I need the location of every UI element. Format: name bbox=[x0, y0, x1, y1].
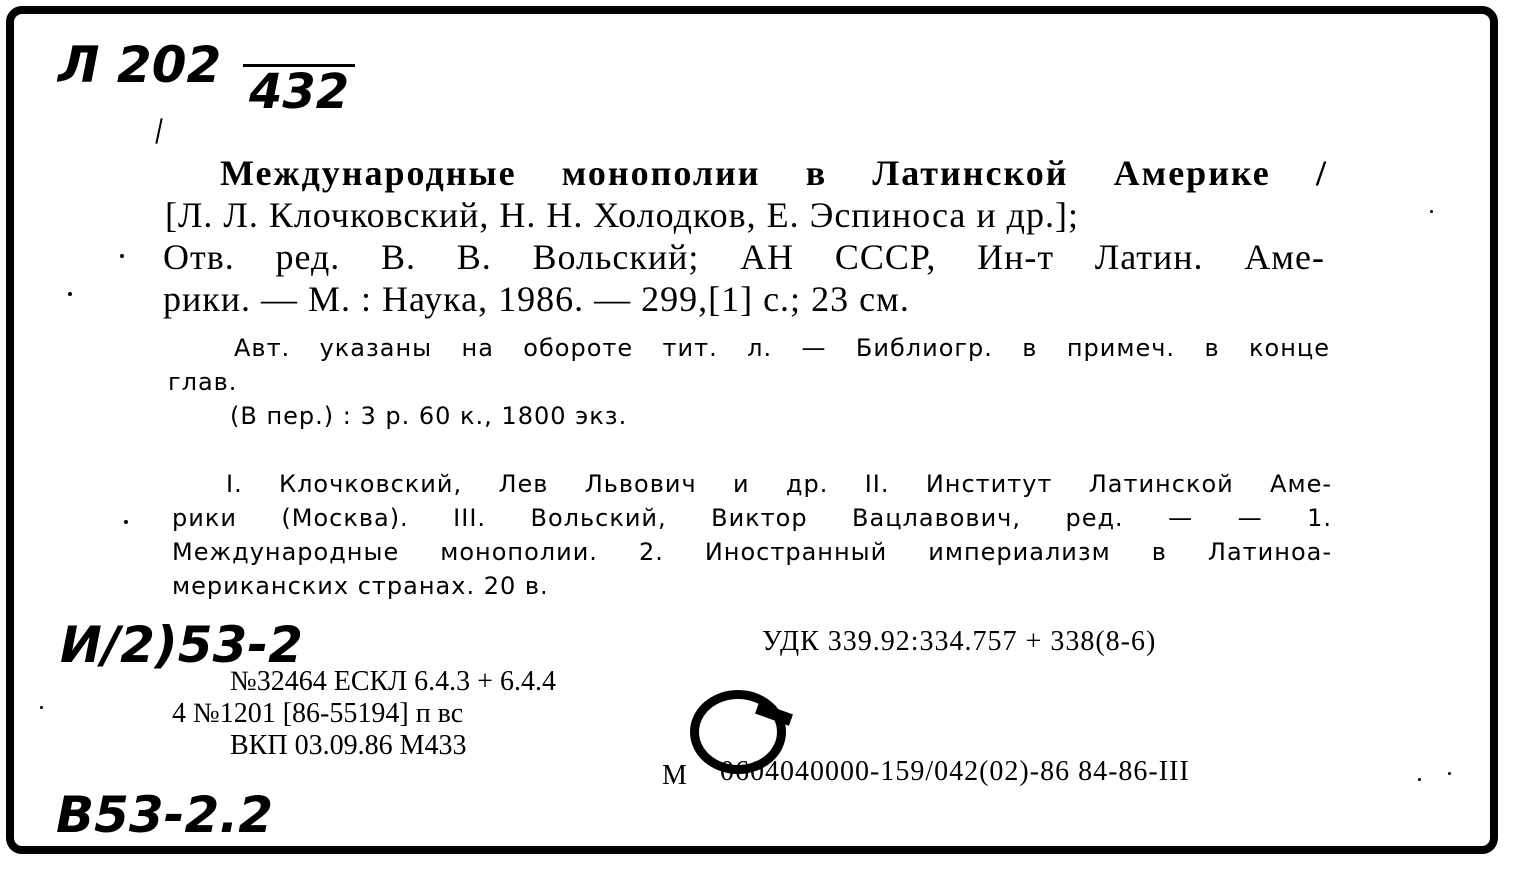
scan-speck bbox=[120, 254, 124, 258]
tracings-line-3: Международные монополии. 2. Иностранный империализм в Латиноа- bbox=[172, 538, 1332, 566]
tracings-line-4: мериканских странах. 20 в. bbox=[172, 572, 549, 600]
handwritten-fraction: 432 bbox=[243, 64, 355, 117]
code-prefix: М bbox=[662, 760, 687, 791]
handwritten-shelfmark: Л 202 bbox=[58, 36, 222, 94]
scan-speck bbox=[124, 520, 128, 524]
handwritten-classification: И/2)53-2 bbox=[60, 616, 303, 674]
catalog-line-1: №32464 ЕСКЛ 6.4.3 + 6.4.4 bbox=[230, 666, 556, 697]
authors-line: [Л. Л. Клочковский, Н. Н. Холодков, Е. Эспиноса и др.]; bbox=[165, 195, 1079, 235]
udk-code: УДК 339.92:334.757 + 338(8-6) bbox=[762, 626, 1157, 657]
catalog-line-2: 4 №1201 [86-55194] п вс bbox=[172, 698, 464, 729]
scan-speck bbox=[1448, 772, 1451, 775]
publisher-code: 0604040000-159/042(02)-86 84-86-III bbox=[720, 756, 1190, 787]
tracings-line-2: рики (Москва). III. Вольский, Виктор Вацлавович, ред. — — 1. bbox=[172, 504, 1332, 532]
tracings-line-1: I. Клочковский, Лев Львович и др. II. Институт Латинской Аме- bbox=[226, 470, 1332, 498]
price-line: (В пер.) : 3 р. 60 к., 1800 экз. bbox=[230, 402, 628, 430]
scan-speck bbox=[1430, 210, 1433, 213]
scan-speck bbox=[40, 706, 43, 709]
note-line-1: Авт. указаны на обороте тит. л. — Библиогр. в примеч. в конце bbox=[234, 334, 1330, 362]
handwritten-index: В53-2.2 bbox=[56, 786, 274, 844]
scan-speck bbox=[68, 292, 72, 296]
catalog-line-3: ВКП 03.09.86 М433 bbox=[230, 730, 467, 761]
editor-line: Отв. ред. В. В. Вольский; АН СССР, Ин-т Латин. Аме- bbox=[163, 237, 1325, 277]
scan-speck bbox=[1418, 778, 1421, 781]
book-title: Международные монополии в Латинской Америке / bbox=[220, 153, 1328, 193]
note-line-2: глав. bbox=[168, 368, 238, 396]
imprint-line: рики. — М. : Наука, 1986. — 299,[1] с.; 23 см. bbox=[163, 279, 910, 319]
